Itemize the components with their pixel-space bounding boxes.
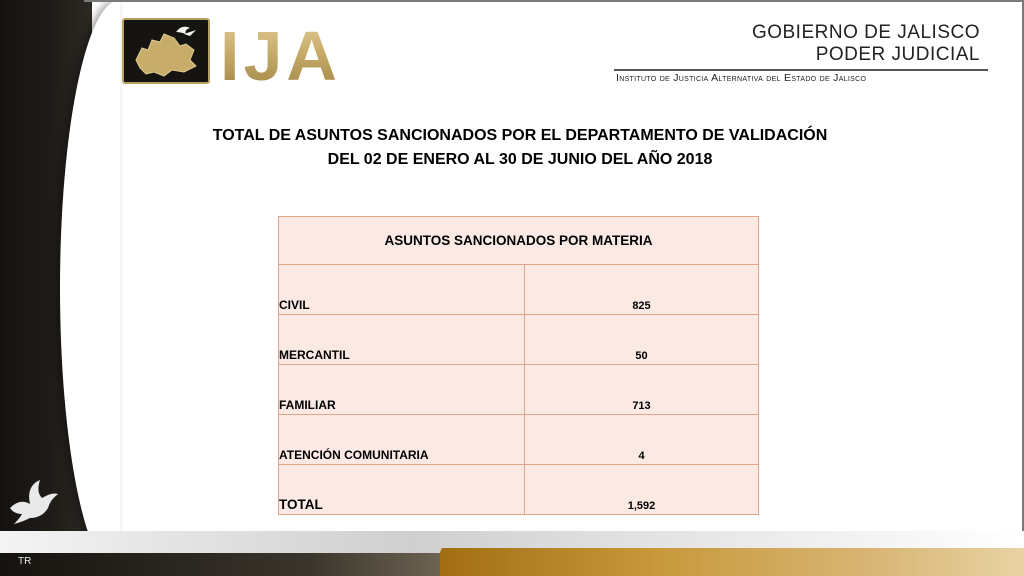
footer-initials: TR bbox=[18, 556, 32, 567]
title-line2: DEL 02 DE ENERO AL 30 DE JUNIO DEL AÑO 2018 bbox=[327, 151, 713, 168]
institute-name: Instituto de Justicia Alternativa del Estado de Jalisco bbox=[616, 72, 867, 84]
row-value-total: 1,592 bbox=[525, 465, 759, 515]
gov-line2: PODER JUDICIAL bbox=[815, 44, 980, 65]
table-row bbox=[279, 415, 759, 465]
row-label-mercantil: MERCANTIL bbox=[279, 315, 525, 365]
table-row bbox=[279, 265, 759, 315]
row-label-civil: CIVIL bbox=[279, 265, 525, 315]
row-label-familiar: FAMILIAR bbox=[279, 365, 525, 415]
row-label-total: TOTAL bbox=[279, 465, 525, 515]
jalisco-map-logo bbox=[122, 18, 210, 84]
header-divider bbox=[614, 69, 988, 71]
cases-by-subject-table bbox=[278, 216, 759, 515]
table-header: ASUNTOS SANCIONADOS POR MATERIA bbox=[279, 217, 759, 265]
dove-icon bbox=[6, 478, 60, 526]
table-row bbox=[279, 365, 759, 415]
footer-gold-band bbox=[430, 548, 1024, 576]
jalisco-map-icon bbox=[124, 20, 208, 82]
row-label-atencion-comunitaria: ATENCIÓN COMUNITARIA bbox=[279, 415, 525, 465]
row-value-mercantil: 50 bbox=[525, 315, 759, 365]
ija-acronym: IJA bbox=[220, 18, 341, 86]
gov-line1: GOBIERNO DE JALISCO bbox=[751, 22, 980, 43]
page-title bbox=[150, 124, 890, 172]
title-line1: TOTAL DE ASUNTOS SANCIONADOS POR EL DEPARTAMENTO DE VALIDACIÓN bbox=[212, 127, 828, 144]
government-header bbox=[752, 22, 980, 66]
row-value-civil: 825 bbox=[525, 265, 759, 315]
top-border-line bbox=[84, 0, 1024, 2]
table-total-row bbox=[279, 465, 759, 515]
row-value-familiar: 713 bbox=[525, 365, 759, 415]
table-row bbox=[279, 315, 759, 365]
row-value-atencion-comunitaria: 4 bbox=[525, 415, 759, 465]
footer-dark-band bbox=[0, 553, 440, 576]
ija-logo-wordmark bbox=[218, 18, 388, 86]
table-header-row bbox=[279, 217, 759, 265]
